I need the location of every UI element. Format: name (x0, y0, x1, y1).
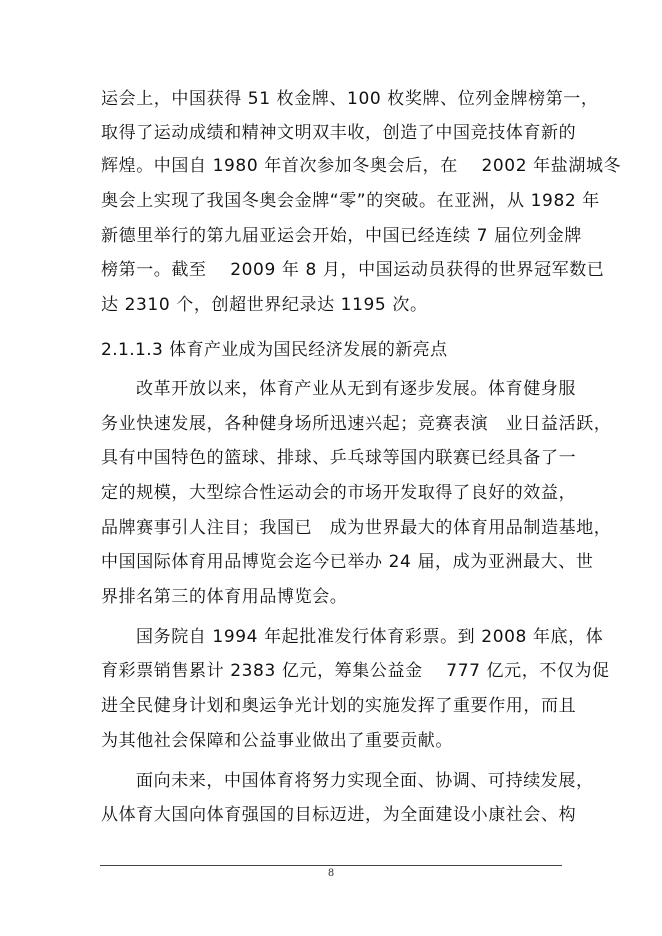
text-line: 为其他社会保障和公益事业做出了重要贡献。 (101, 731, 453, 751)
text-line: 定的规模，大型综合性运动会的市场开发取得了良好的效益， (101, 483, 577, 503)
text-line: 具有中国特色的篮球、排球、乒乓球等国内联赛已经具备了一 (101, 448, 577, 468)
text-line: 务业快速发展，各种健身场所迅速兴起；竞赛表演 业日益活跃， (101, 414, 612, 434)
text-line: 国务院自 1994 年起批准发行体育彩票。到 2008 年底，体 (136, 627, 604, 647)
text-line: 榜第一。截至 2009 年 8 月，中国运动员获得的世界冠军数已 (101, 260, 605, 280)
text-line: 界排名第三的体育用品博览会。 (101, 587, 348, 607)
text-line: 品牌赛事引人注目；我国已 成为世界最大的体育用品制造基地， (101, 518, 612, 538)
text-line: 达 2310 个，创超世界纪录达 1195 次。 (101, 295, 428, 315)
text-line: 新德里举行的第九届亚运会开始，中国已经连续 7 届位列金牌 (101, 226, 583, 246)
footer-divider (100, 865, 562, 866)
text-line: 育彩票销售累计 2383 亿元，筹集公益金 777 亿元，不仅为促 (101, 661, 610, 681)
text-line: 面向未来，中国体育将努力实现全面、协调、可持续发展， (136, 771, 594, 791)
text-line: 从体育大国向体育强国的目标迈进，为全面建设小康社会、构 (101, 805, 577, 825)
text-line: 取得了运动成绩和精神文明双丰收，创造了中国竞技体育新的 (101, 123, 577, 143)
page-number: 8 (327, 868, 335, 879)
text-line: 改革开放以来，体育产业从无到有逐步发展。体育健身服 (136, 379, 576, 399)
text-line: 辉煌。中国自 1980 年首次参加冬奥会后，在 2002 年盐湖城冬 (101, 156, 622, 176)
section-heading: 2.1.1.3 体育产业成为国民经济发展的新亮点 (101, 340, 448, 360)
text-line: 中国国际体育用品博览会迄今已举办 24 届，成为亚洲最大、世 (101, 552, 594, 572)
text-line: 奥会上实现了我国冬奥会金牌“零”的突破。在亚洲，从 1982 年 (101, 191, 600, 211)
text-line: 进全民健身计划和奥运争光计划的实施发挥了重要作用，而且 (101, 696, 577, 716)
text-line: 运会上，中国获得 51 枚金牌、100 枚奖牌、位列金牌榜第一， (101, 89, 599, 109)
